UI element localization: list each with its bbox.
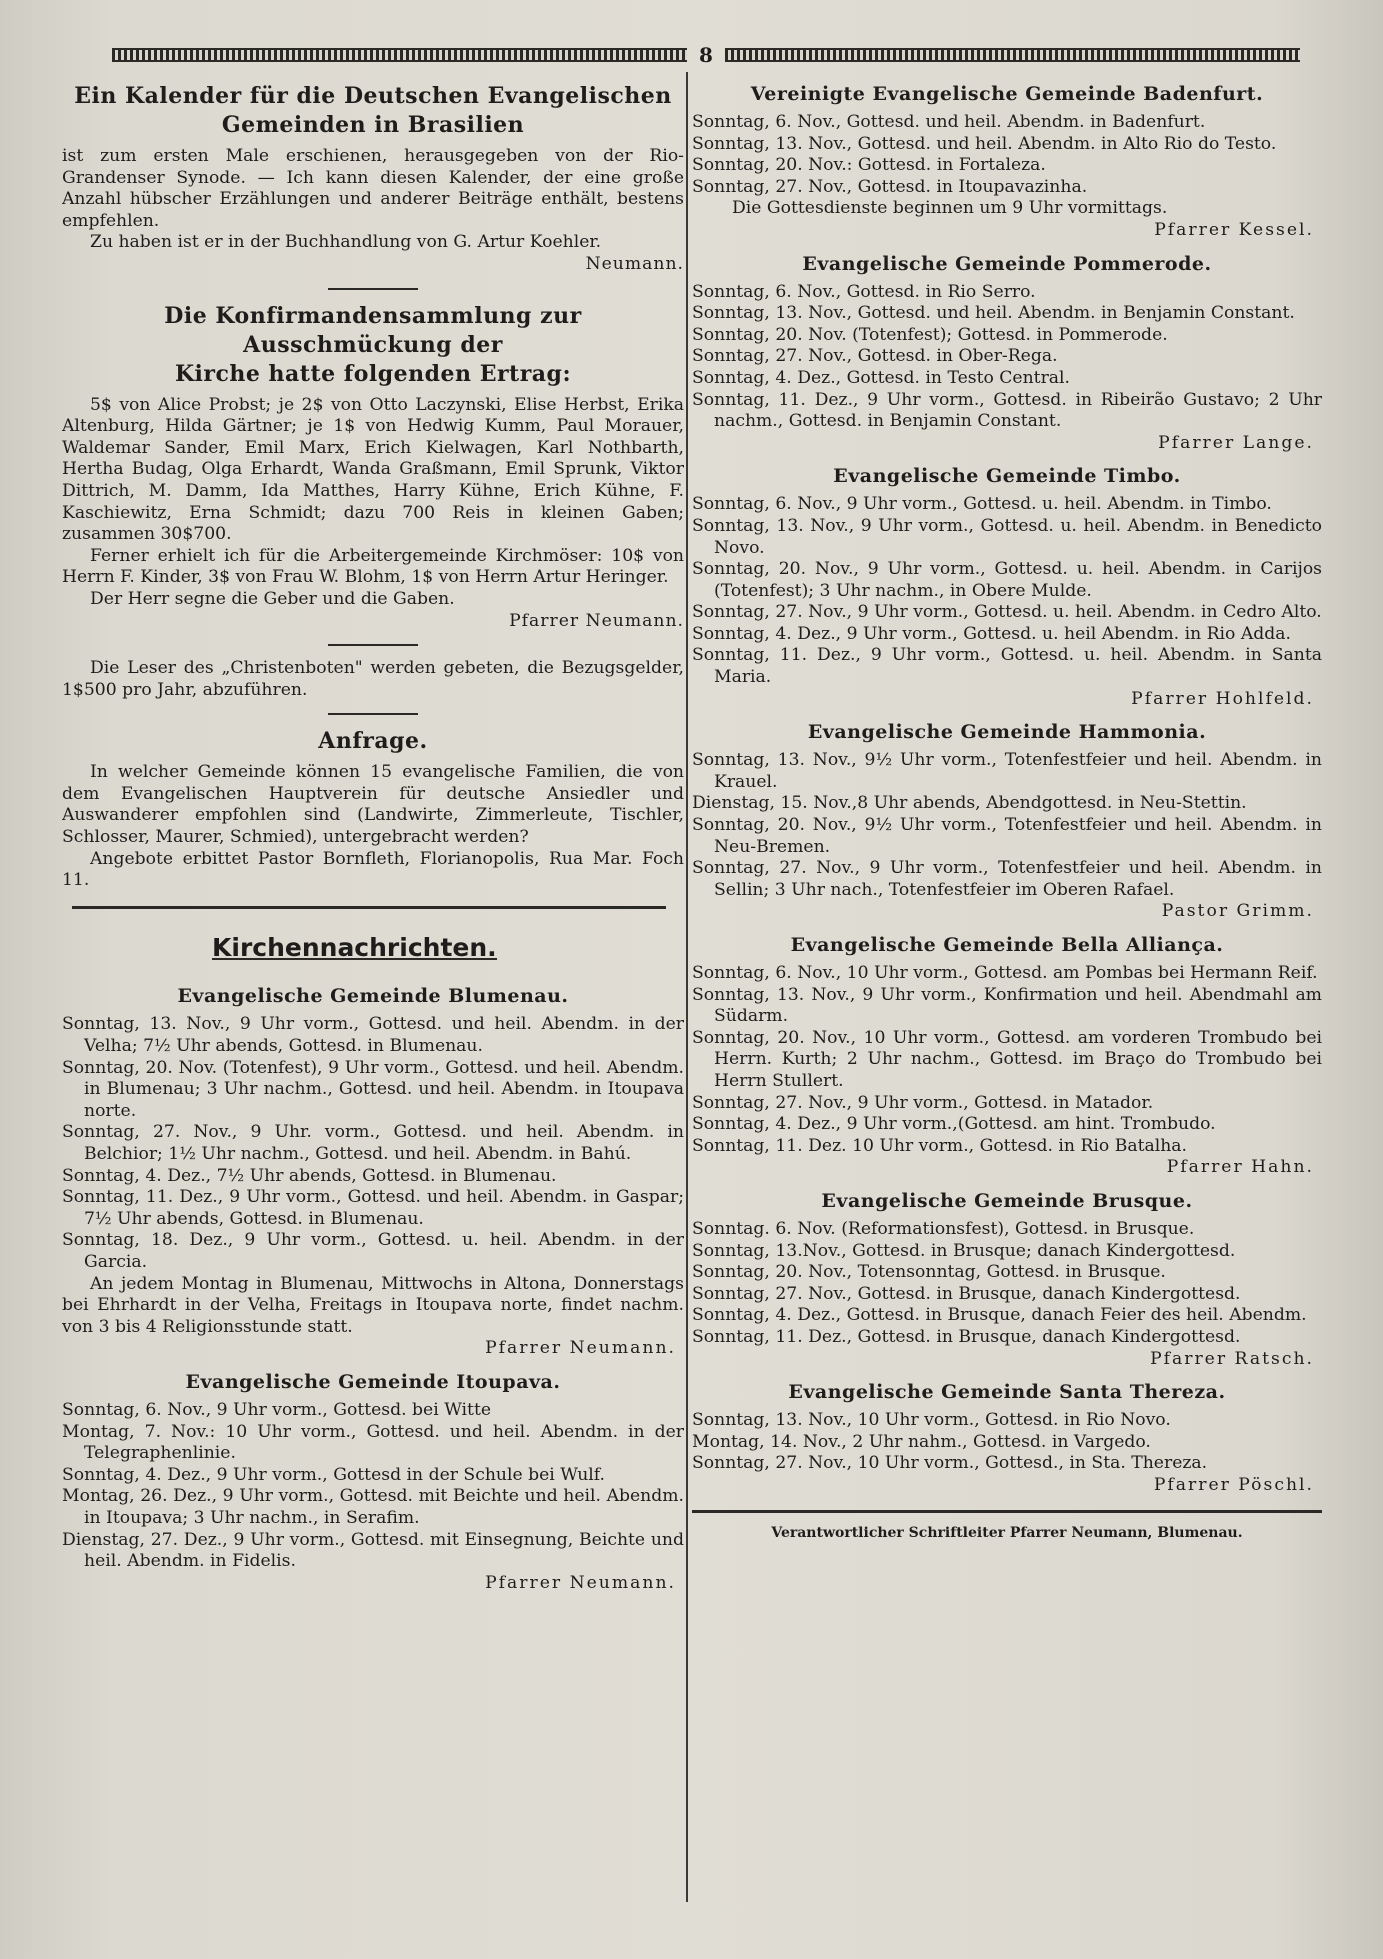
list-item: Sonntag, 6. Nov., Gottesd. und heil. Abendm. in Badenfurt. xyxy=(692,112,1206,132)
section-itoupava xyxy=(62,1370,684,1594)
list-item: Montag, 26. Dez., 9 Uhr vorm., Gottesd. mit Beichte und heil. Abendm. in Itoupava; 3 Uhr nachm., in Serafim. xyxy=(62,1486,684,1528)
list-item: Sonntag, 6. Nov., 9 Uhr vorm., Gottesd. bei Witte xyxy=(62,1399,492,1420)
list-item: Sonntag, 27. Nov., Gottesd. in Brusque, danach Kindergottesd. xyxy=(692,1283,1241,1304)
list-item: Sonntag, 11. Dez., 9 Uhr vorm., Gottesd. und heil. Abendm. in Gaspar; 7½ Uhr abends, Gottesd. in Blumenau. xyxy=(62,1187,684,1229)
blumenau-signature: Pfarrer Neumann. xyxy=(485,1338,676,1359)
list-item: Montag, 7. Nov.: 10 Uhr vorm., Gottesd. und heil. Abendm. in der Telegraphenlinie. xyxy=(62,1421,684,1464)
kirchennachrichten-heading: Kirchennachrichten. xyxy=(212,932,497,962)
list-item: Dienstag, 15. Nov.,8 Uhr abends, Abendgottesd. in Neu-Stettin. xyxy=(692,793,1247,814)
left-column xyxy=(62,72,684,1902)
separator xyxy=(328,288,418,290)
list-item: Sonntag, 27. Nov., 9 Uhr vorm., Gottesd. u. heil. Abendm. in Cedro Alto. xyxy=(692,602,1322,623)
sammlung-blessing: Der Herr segne die Geber und die Gaben. xyxy=(90,588,455,609)
anfrage-contact: Angebote erbittet Pastor Bornfleth, Florianopolis, Rua Mar. Foch 11. xyxy=(62,848,684,891)
sammlung-title-line-2: Kirche hatte folgenden Ertrag: xyxy=(174,360,572,387)
list-item: Sonntag, 11. Dez., Gottesd. in Brusque, danach Kindergottesd. xyxy=(692,1326,1241,1347)
list-item: Sonntag, 6. Nov., Gottesd. in Rio Serro. xyxy=(692,281,1036,302)
thereza-signature: Pfarrer Pöschl. xyxy=(1153,1474,1314,1495)
right-column xyxy=(692,72,1322,1902)
section-hammonia xyxy=(692,720,1322,923)
list-item: Sonntag, 4. Dez., 9 Uhr vorm., Gottesd. u. heil Abendm. in Rio Adda. xyxy=(692,623,1291,644)
sammlung-title-line-1: Die Konfirmandensammlung zur Ausschmückung der xyxy=(164,302,582,358)
section-brusque xyxy=(692,1189,1322,1370)
list-item: Sonntag, 27. Nov., 9 Uhr vorm., Totenfestfeier und heil. Abendm. in Sellin; 3 Uhr nach., Totenfestfeier im Oberen Rafael. xyxy=(692,858,1322,900)
kalender-availability: Zu haben ist er in der Buchhandlung von G. Artur Koehler. xyxy=(90,232,602,253)
brusque-signature: Pfarrer Ratsch. xyxy=(1150,1348,1314,1369)
kalender-title-line-1: Ein Kalender für die Deutschen Evangelischen xyxy=(74,83,672,109)
list-item: Sonntag, 4. Dez., 9 Uhr vorm.,(Gottesd. am hint. Trombudo. xyxy=(692,1114,1216,1135)
section-blumenau xyxy=(62,984,684,1360)
list-item: Sonntag, 20. Nov., 9½ Uhr vorm., Totenfestfeier und heil. Abendm. in Neu-Bremen. xyxy=(692,815,1322,857)
timbo-signature: Pfarrer Hohlfeld. xyxy=(1131,688,1314,709)
brusque-title: Evangelische Gemeinde Brusque. xyxy=(821,1189,1193,1212)
list-item: Sonntag, 4. Dez., Gottesd. in Testo Central. xyxy=(692,367,1071,388)
list-item: Sonntag, 4. Dez., 9 Uhr vorm., Gottesd in der Schule bei Wulf. xyxy=(62,1464,605,1485)
list-item: Sonntag, 27. Nov., Gottesd. in Itoupavazinha. xyxy=(692,176,1088,197)
list-item: Sonntag, 13. Nov., Gottesd. und heil. Abendm. in Benjamin Constant. xyxy=(692,303,1295,324)
list-item: Sonntag, 4. Dez., 7½ Uhr abends, Gottesd. in Blumenau. xyxy=(62,1165,557,1186)
article-sammlung xyxy=(62,302,684,633)
list-item: Sonntag, 20. Nov. (Totenfest), 9 Uhr vorm., Gottesd. und heil. Abendm. in Blumenau; 3 Uhr nachm., Gottesd. und heil. Abendm. in Itoupava norte. xyxy=(62,1057,684,1121)
list-item: Sonntag, 13. Nov., 9½ Uhr vorm., Totenfestfeier und heil. Abendm. in Krauel. xyxy=(692,750,1322,792)
sammlung-donors: 5$ von Alice Probst; je 2$ von Otto Laczynski, Elise Herbst, Erika Altenburg, Hilda Gärtner; je 1$ von Hedwig Kumm, Paul Morauer, Waldemar Sander, Emil Marx, Erich Kielwagen, Karl Nothbarth, Hertha Budag, Olga Erhardt, Wanda Graßmann, Emil Sprunk, Viktor Dittrich, M. Damm, Ida Matthes, Harry Kühne, Erich Kühne, F. Kaschiewitz, Erna Schmidt; dazu 700 Reis in kleinen Gaben; zusammen 30$700. xyxy=(62,394,684,545)
list-item: Sonntag, 6. Nov., 10 Uhr vorm., Gottesd. am Pombas bei Hermann Reif. xyxy=(692,963,1318,983)
footer-rule xyxy=(692,1510,1322,1513)
sammlung-signature: Pfarrer Neumann. xyxy=(509,610,684,631)
list-item: Sonntag, 20. Nov., Totensonntag, Gottesd. in Brusque. xyxy=(692,1262,1166,1283)
pommerode-title: Evangelische Gemeinde Pommerode. xyxy=(802,252,1212,275)
list-item: Sonntag. 6. Nov. (Reformationsfest), Gottesd. in Brusque. xyxy=(692,1218,1195,1239)
blumenau-note: An jedem Montag in Blumenau, Mittwochs in Altona, Donnerstags bei Ehrhardt in der Velha, Freitags in Itoupava norte, findet nachm. von 3 bis 4 Religionsstunde statt. xyxy=(62,1273,684,1337)
list-item: Sonntag, 13. Nov., 9 Uhr vorm., Konfirmation und heil. Abendmahl am Südarm. xyxy=(692,984,1322,1027)
section-pommerode xyxy=(692,252,1322,455)
column-divider xyxy=(686,72,688,1902)
section-bella-allianca xyxy=(692,933,1322,1179)
article-anfrage xyxy=(62,727,684,892)
timbo-title: Evangelische Gemeinde Timbo. xyxy=(833,465,1181,488)
list-item: Sonntag, 13. Nov., Gottesd. und heil. Abendm. in Alto Rio do Testo. xyxy=(692,133,1277,154)
list-item: Sonntag, 4. Dez., Gottesd. in Brusque, danach Feier des heil. Abendm. xyxy=(692,1305,1307,1326)
bella-title: Evangelische Gemeinde Bella Alliança. xyxy=(790,934,1224,956)
list-item: Sonntag, 18. Dez., 9 Uhr vorm., Gottesd. u. heil. Abendm. in der Garcia. xyxy=(62,1230,684,1272)
sammlung-title xyxy=(62,302,684,389)
badenfurt-signature: Pfarrer Kessel. xyxy=(1154,219,1314,240)
bella-signature: Pfarrer Hahn. xyxy=(1166,1157,1314,1178)
kalender-text: ist zum ersten Male erschienen, herausgegeben von der Rio-Grandenser Synode. — Ich kann diesen Kalender, der eine große Anzahl hübscher Erzählungen und anderer Beiträge enthält, bestens empfehlen. xyxy=(62,146,684,231)
section-santa-thereza xyxy=(692,1380,1322,1496)
hammonia-title: Evangelische Gemeinde Hammonia. xyxy=(807,721,1207,744)
footer-editor: Verantwortlicher Schriftleiter Pfarrer Neumann, Blumenau. xyxy=(771,1525,1243,1542)
list-item: Sonntag, 27. Nov., 10 Uhr vorm., Gottesd., in Sta. Thereza. xyxy=(692,1453,1208,1474)
list-item: Sonntag, 13. Nov., 10 Uhr vorm., Gottesd. in Rio Novo. xyxy=(692,1410,1171,1431)
list-item: Sonntag, 11. Dez. 10 Uhr vorm., Gottesd. in Rio Batalha. xyxy=(692,1135,1188,1156)
pommerode-signature: Pfarrer Lange. xyxy=(1158,432,1314,453)
ornament-left xyxy=(112,48,687,62)
sammlung-further: Ferner erhielt ich für die Arbeitergemeinde Kirchmöser: 10$ von Herrn F. Kinder, 3$ von Frau W. Blohm, 1$ von Herrn Artur Heringer. xyxy=(62,545,684,588)
badenfurt-note: Die Gottesdienste beginnen um 9 Uhr vormittags. xyxy=(732,198,1168,219)
itoupava-signature: Pfarrer Neumann. xyxy=(485,1572,676,1593)
kalender-title-line-2: Gemeinden in Brasilien xyxy=(221,112,525,138)
separator xyxy=(328,644,418,646)
list-item: Sonntag, 11. Dez., 9 Uhr vorm., Gottesd. u. heil. Abendm. in Santa Maria. xyxy=(692,645,1322,688)
kalender-signature: Neumann. xyxy=(585,253,684,274)
thereza-title: Evangelische Gemeinde Santa Thereza. xyxy=(788,1381,1226,1404)
list-item: Sonntag, 27. Nov., 9 Uhr vorm., Gottesd. in Matador. xyxy=(692,1092,1154,1113)
list-item: Sonntag, 6. Nov., 9 Uhr vorm., Gottesd. u. heil. Abendm. in Timbo. xyxy=(692,494,1272,515)
page-number: 8 xyxy=(699,43,713,67)
section-timbo xyxy=(692,464,1322,710)
list-item: Dienstag, 27. Dez., 9 Uhr vorm., Gottesd. mit Einsegnung, Beichte und heil. Abendm. in Fidelis. xyxy=(62,1529,684,1572)
header-ornament-bar xyxy=(112,43,1300,67)
list-item: Sonntag, 13.Nov., Gottesd. in Brusque; danach Kindergottesd. xyxy=(692,1240,1236,1261)
anfrage-text: In welcher Gemeinde können 15 evangelische Familien, die von dem Evangelischen Hauptverein für deutsche Ansiedler und Auswanderer empfohlen sind (Landwirte, Zimmerleute, Tischler, Schlosser, Maurer, Schmied), untergebracht werden? xyxy=(62,762,684,848)
leser-notice: Die Leser des „Christenboten" werden gebeten, die Bezugsgelder, 1$500 pro Jahr, abzuführen. xyxy=(62,658,684,700)
separator xyxy=(328,713,418,715)
list-item: Sonntag, 20. Nov., 10 Uhr vorm., Gottesd. am vorderen Trombudo bei Herrn. Kurth; 2 Uhr nachm., Gottesd. im Braço do Trombudo bei Herrn Stullert. xyxy=(692,1027,1322,1091)
list-item: Sonntag, 20. Nov.: Gottesd. in Fortaleza. xyxy=(692,155,1046,176)
list-item: Sonntag, 13. Nov., 9 Uhr vorm., Gottesd. u. heil. Abendm. in Benedicto Novo. xyxy=(692,515,1322,558)
article-kalender xyxy=(62,82,684,276)
section-badenfurt xyxy=(692,82,1322,242)
blumenau-title: Evangelische Gemeinde Blumenau. xyxy=(177,985,569,1008)
list-item: Sonntag, 20. Nov., 9 Uhr vorm., Gottesd. u. heil. Abendm. in Carijos (Totenfest); 3 Uhr nachm., in Obere Mulde. xyxy=(692,559,1322,601)
list-item: Sonntag, 11. Dez., 9 Uhr vorm., Gottesd. in Ribeirão Gustavo; 2 Uhr nachm., Gottesd. in Benjamin Constant. xyxy=(692,389,1322,432)
kalender-title xyxy=(62,82,684,140)
anfrage-title: Anfrage. xyxy=(318,728,428,755)
list-item: Montag, 14. Nov., 2 Uhr nahm., Gottesd. in Vargedo. xyxy=(692,1431,1151,1452)
itoupava-title: Evangelische Gemeinde Itoupava. xyxy=(185,1370,561,1393)
list-item: Sonntag, 27. Nov., Gottesd. in Ober-Rega. xyxy=(692,346,1058,367)
hammonia-signature: Pastor Grimm. xyxy=(1161,901,1314,922)
list-item: Sonntag, 13. Nov., 9 Uhr vorm., Gottesd. und heil. Abendm. in der Velha; 7½ Uhr abends, Gottesd. in Blumenau. xyxy=(62,1014,684,1057)
section-rule xyxy=(72,906,666,909)
list-item: Sonntag, 27. Nov., 9 Uhr. vorm., Gottesd. und heil. Abendm. in Belchior; 1½ Uhr nachm., Gottesd. und heil. Abendm. in Bahú. xyxy=(62,1122,684,1164)
list-item: Sonntag, 20. Nov. (Totenfest); Gottesd. in Pommerode. xyxy=(692,324,1168,345)
badenfurt-title: Vereinigte Evangelische Gemeinde Badenfurt. xyxy=(750,83,1264,105)
ornament-right xyxy=(725,48,1300,62)
